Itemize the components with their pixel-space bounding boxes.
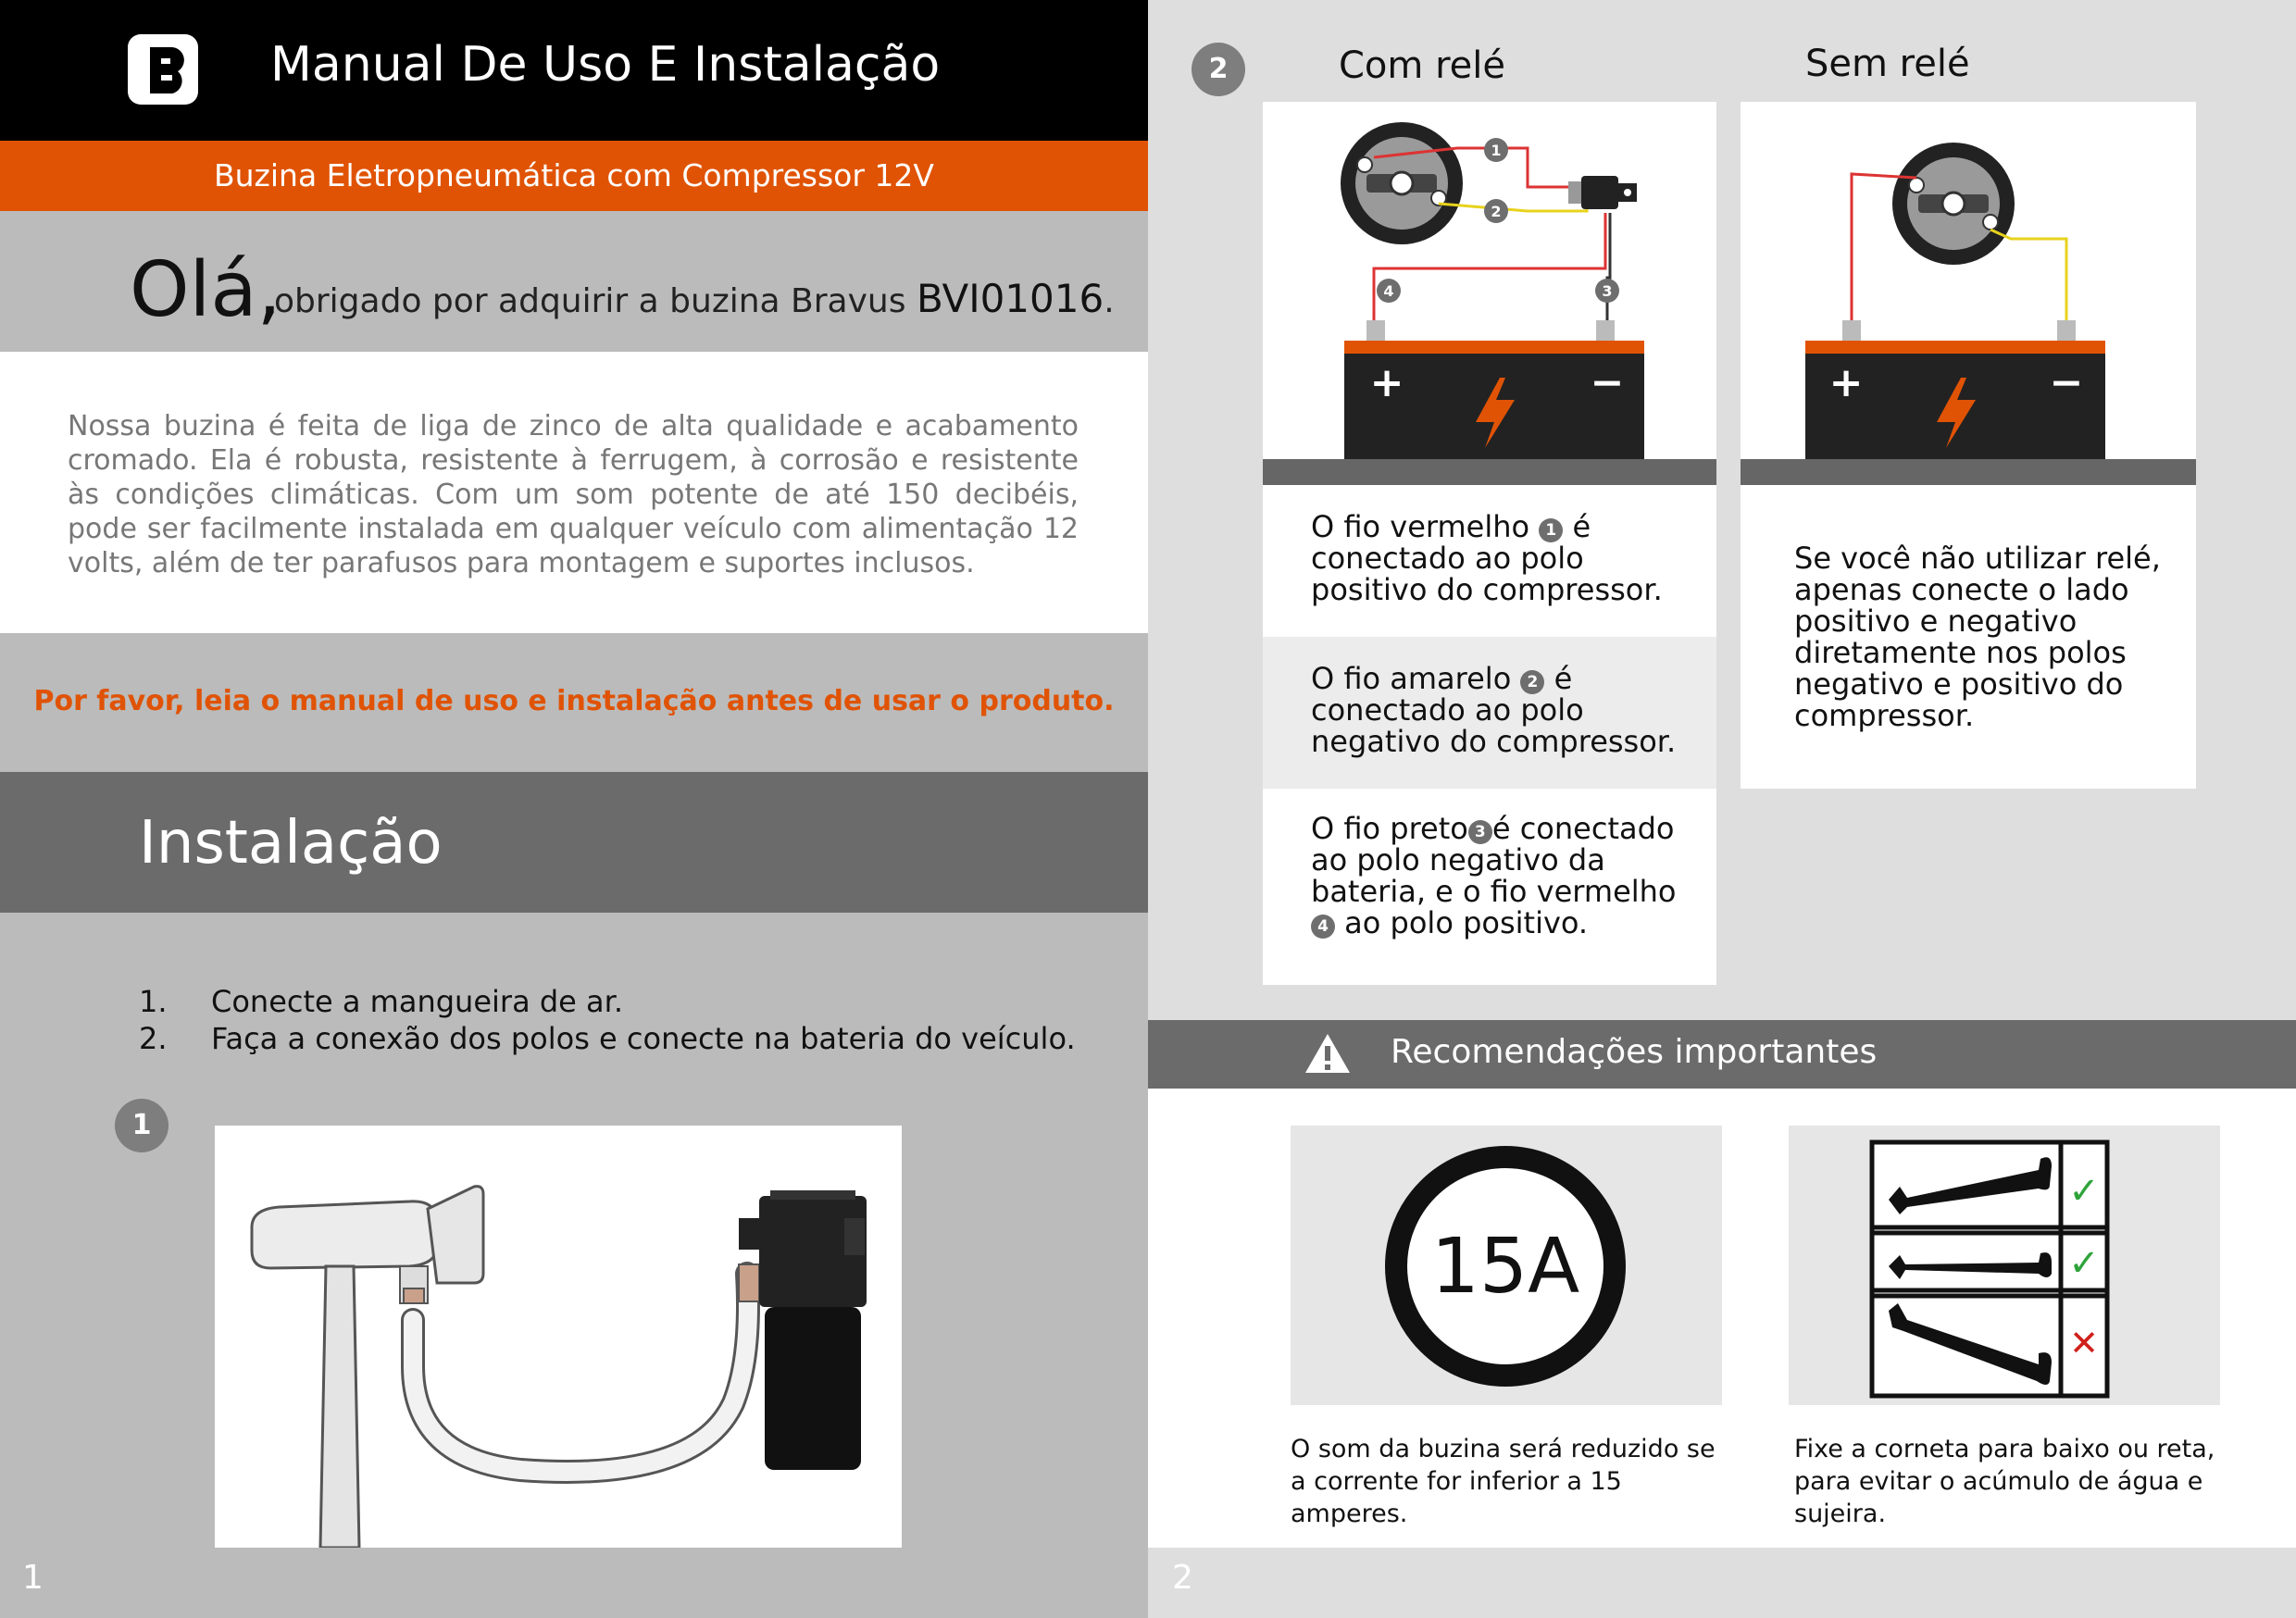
wire-marker-4: 4 — [1383, 282, 1394, 300]
check-mark-icon: ✓ — [2068, 1170, 2100, 1213]
wire-marker-1: 1 — [1491, 142, 1502, 159]
caption-pre: O fio amarelo — [1311, 661, 1521, 696]
warning-triangle-icon — [1304, 1031, 1352, 1076]
amp-sign-icon — [1291, 1126, 1722, 1405]
header-bar — [0, 0, 1148, 141]
greeting-text — [274, 276, 1115, 321]
model-number: BVI01016 — [916, 276, 1104, 321]
brand-logo-icon — [128, 34, 198, 105]
caption-pre: O fio vermelho — [1311, 509, 1540, 544]
with-relay-diagram — [1263, 102, 1716, 485]
caption-text — [1311, 511, 1700, 605]
wire-marker-2: 2 — [1491, 203, 1502, 220]
hose-connection-illustration — [215, 1126, 902, 1548]
with-relay-label: Com relé — [1339, 44, 1505, 87]
caption-number: 3 — [1468, 820, 1492, 844]
installation-header — [0, 772, 1148, 913]
amp-label: 15A — [1430, 1223, 1580, 1311]
amperage-figure — [1291, 1126, 1722, 1405]
caption-no-relay — [1741, 485, 2196, 789]
caption-text — [1311, 663, 1700, 757]
greeting-band — [0, 211, 1148, 352]
direct-wiring-icon — [1741, 102, 2196, 485]
battery-minus: − — [1590, 359, 1625, 406]
recommendations-header — [1148, 1020, 2296, 1089]
recommendations-body — [1148, 1089, 2296, 1548]
relay-wiring-icon — [1263, 102, 1716, 485]
battery-plus: + — [1828, 359, 1864, 406]
horn-orientation-icon — [1789, 1126, 2220, 1405]
step-item — [139, 983, 1076, 1020]
caption-red-wire — [1263, 485, 1716, 637]
recommendations-title: Recomendações importantes — [1391, 1033, 1878, 1071]
horn-compressor-icon — [215, 1126, 902, 1548]
step-number: 1. — [139, 984, 168, 1019]
step-item — [139, 1020, 1076, 1057]
step-text: Conecte a mangueira de ar. — [211, 984, 624, 1019]
battery-minus: − — [2049, 359, 2084, 406]
caption-post: é conectado ao polo negativo do compressor. — [1311, 661, 1677, 759]
warning-text: Por favor, leia o manual de uso e instalação antes de usar o produto. — [33, 685, 1115, 717]
figure-badge-2: 2 — [1192, 43, 1245, 96]
caption-black-wire — [1263, 789, 1716, 985]
caption-number: 4 — [1311, 915, 1335, 939]
greeting-period: . — [1104, 282, 1115, 320]
warning-band — [0, 633, 1148, 772]
no-relay-text: Se você não utilizar relé, apenas conecte o lado positivo e negativo diretamente nos polos negativo e positivo do compressor. — [1794, 541, 2161, 733]
caption-post: é conectado ao polo positivo do compressor. — [1311, 509, 1663, 607]
mounting-caption: Fixe a corneta para baixo ou reta, para evitar o acúmulo de água e sujeira. — [1794, 1435, 2215, 1528]
check-mark-icon: ✓ — [2068, 1242, 2100, 1285]
product-subtitle: Buzina Eletropneumática com Compressor 12V — [0, 141, 1148, 211]
caption-text — [1311, 813, 1700, 939]
installation-title: Instalação — [139, 809, 443, 877]
caption-number: 1 — [1539, 518, 1563, 542]
caption-number: 2 — [1520, 670, 1544, 694]
wire-marker-3: 3 — [1602, 282, 1613, 300]
step-text: Faça a conexão dos polos e conecte na bateria do veículo. — [211, 1021, 1076, 1056]
installation-steps — [139, 983, 1076, 1057]
caption-mid: é conectado ao polo negativo da bateria, e o fio vermelho — [1311, 811, 1677, 909]
intro-paragraph: Nossa buzina é feita de liga de zinco de alta qualidade e acabamento cromado. Ela é robusta, resistente à ferrugem, à corrosão e resistente às condições climáticas. Com um som potente de até 150 decibéis, pode ser facilmente instalada em qualquer veículo com alimentação 12 volts, além de ter parafusos para montagem e suportes inclusos. — [68, 410, 1079, 579]
caption-pre: O fio preto — [1311, 811, 1468, 846]
greeting-thanks: obrigado por adquirir a buzina Bravus — [274, 282, 917, 320]
horn-mounting-figure — [1789, 1126, 2220, 1405]
intro-section — [0, 352, 1148, 633]
page-number-right: 2 — [1172, 1559, 1193, 1597]
battery-plus: + — [1369, 359, 1404, 406]
step-number: 2. — [139, 1021, 168, 1056]
caption-post: ao polo positivo. — [1335, 905, 1589, 940]
amperage-caption: O som da buzina será reduzido se a corrente for inferior a 15 amperes. — [1291, 1435, 1716, 1528]
page-number-left: 1 — [22, 1559, 44, 1597]
without-relay-label: Sem relé — [1805, 43, 1970, 85]
cross-mark-icon: ✕ — [2069, 1323, 2099, 1363]
caption-yellow-wire — [1263, 637, 1716, 789]
manual-title: Manual De Uso E Instalação — [270, 37, 941, 93]
greeting-hello: Olá, — [130, 246, 281, 334]
figure-badge-1: 1 — [115, 1099, 168, 1152]
without-relay-diagram — [1741, 102, 2196, 485]
